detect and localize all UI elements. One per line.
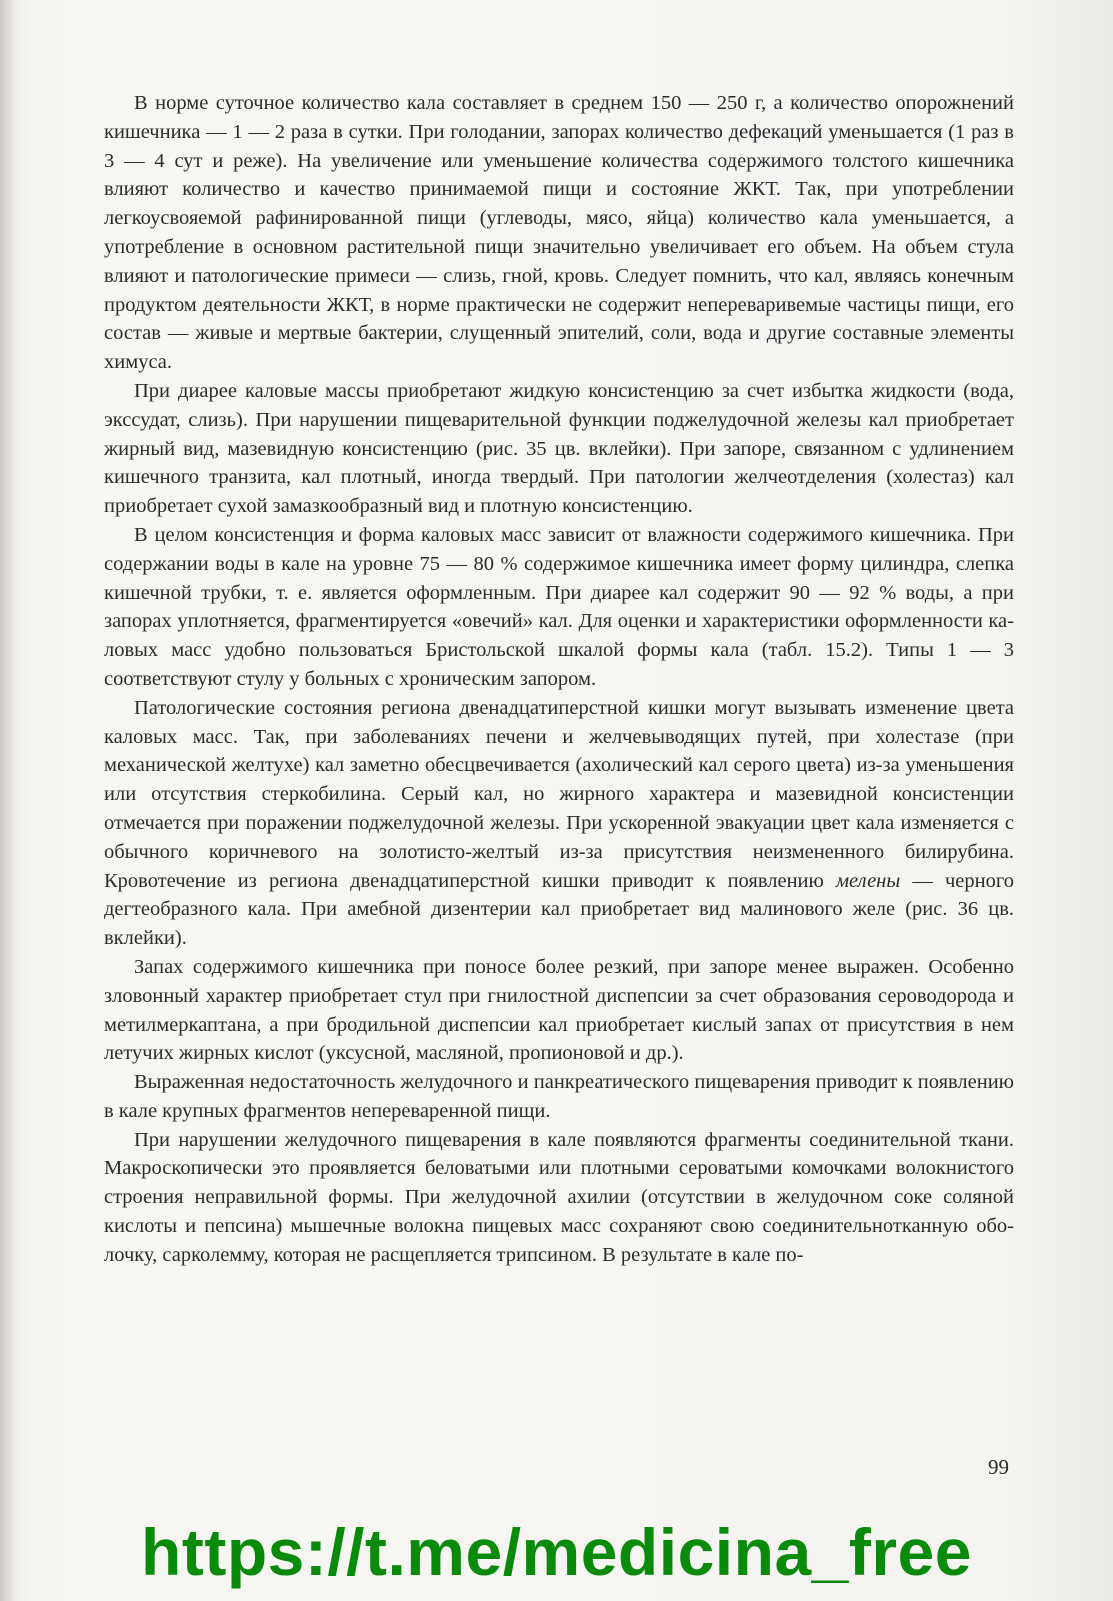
paragraph-connective-tissue: При нарушении желудочного пищеварения в кале появляются фрагменты соединительной ткани. Макроскопически это проявляется беловатыми или плотными сероватыми комочками волокнистого строения неправильной формы. При желудочной ахилии (отсутствии в желудочном соке соляной кислоты и пепсина) мышечные волокна пищевых масс сохраняют свою соединительнотканную оболочку, сарколемму, которая не расщепляется трипсином. В результате в кале по- [104,1128,1014,1266]
paragraph-digestion-insufficiency: Выраженная недостаточность желудочного и панкреатического пищеварения приводит к появлению в кале крупных фрагментов непереваренной пищи. [104,1071,1014,1122]
watermark-link[interactable]: https://t.me/medicina_free [141,1515,972,1589]
page-spine-shadow [0,0,14,1601]
body-text [104,89,1014,1270]
paragraph-stool-form: В целом консистенция и форма каловых масс зависит от влажности содержимого кишечника. При содержании воды в кале на уровне 75 — 80 % содержимое кишечника имеет форму цилиндра, слепка кишечной трубки, т. е. является оформленным. При диарее кал содержит 90 — 92 % воды, а при запорах уплотняется, фрагментируется «овечий» кал. Для оценки и характеристики оформленности каловых масс удобно пользоваться Бристольской шкалой формы кала (табл. 15.2). Типы 1 — 3 соответствуют стулу у больных с хроническим запором. [104,523,1014,690]
paragraph-stool-color-start: Патологические состояния региона двенадцатиперстной кишки могут вызывать изменение цвета каловых масс. Так, при заболеваниях печени и желчевыводящих путей, при холестазе (при механической желтухе) кал заметно обесцвечивается (ахолический кал серого цвета) из-за уменьшения или отсутствия стеркобилина. Серый кал, но жирного характера и мазевидной консистенции отмечается при поражении поджелудочной железы. При ускоренной эвакуации цвет кала изменяется с обычного коричневого на золотисто-желтый из-за присутствия неизмененного билирубина. Кровотечение из региона двенадцатиперстной кишки приводит к появлению [104,696,1014,892]
page-number: 99 [988,1455,1009,1479]
paragraph-stool-odor: Запах содержимого кишечника при поносе более резкий, при запоре менее выражен. Особенно зловонный характер приобретает стул при гнилостной диспепсии за счет образования сероводорода и метилмеркаптана, а при бродильной диспепсии кал приобретает кислый запах от присутствия в нем летучих жирных кислот (уксусной, масляной, пропионовой и др.). [104,955,1014,1065]
term-melena: мелены [835,869,901,892]
paragraph-stool-quantity: В норме суточное количество кала составляет в среднем 150 — 250 г, а количество опорожнений кишечника — 1 — 2 раза в сутки. При голодании, запорах количество дефекаций уменьшается (1 раз в 3 — 4 сут и реже). На увеличение или уменьшение количества содержимого толстого кишечника влияют количество и качество принимаемой пищи и состояние ЖКТ. Так, при употреблении легкоусвояемой рафинированной пищи (углеводы, мясо, яйца) количество кала уменьшается, а употребление в основном растительной пищи значительно увеличивает его объем. На объем стула влияют и патологические примеси — слизь, гной, кровь. Следует помнить, что кал, являясь конечным продуктом деятельности ЖКТ, в норме практически не содержит непереваривемые частицы пищи, его состав — живые и мертвые бактерии, слущенный эпителий, соли, вода и другие составные элементы химуса. [104,92,1014,374]
paragraph-stool-color [104,694,1014,953]
paragraph-stool-color-end: — черного дегтеобразного кала. При амебной дизентерии кал приобретает вид малинового желе (рис. 36 цв. вклейки). [104,869,1014,950]
paragraph-diarrhea-consistency: При диарее каловые массы приобретают жидкую консистенцию за счет избытка жидкости (вода, экссудат, слизь). При нарушении пищеварительной функции поджелудочной железы кал приобретает жирный вид, мазевидную консистенцию (рис. 35 цв. вклейки). При запоре, связанном с удлинением кишечного транзита, кал плотный, иногда твердый. При патологии желчеотделения (холестаз) кал приобретает сухой замазкообразный вид и плотную консистенцию. [104,379,1014,518]
